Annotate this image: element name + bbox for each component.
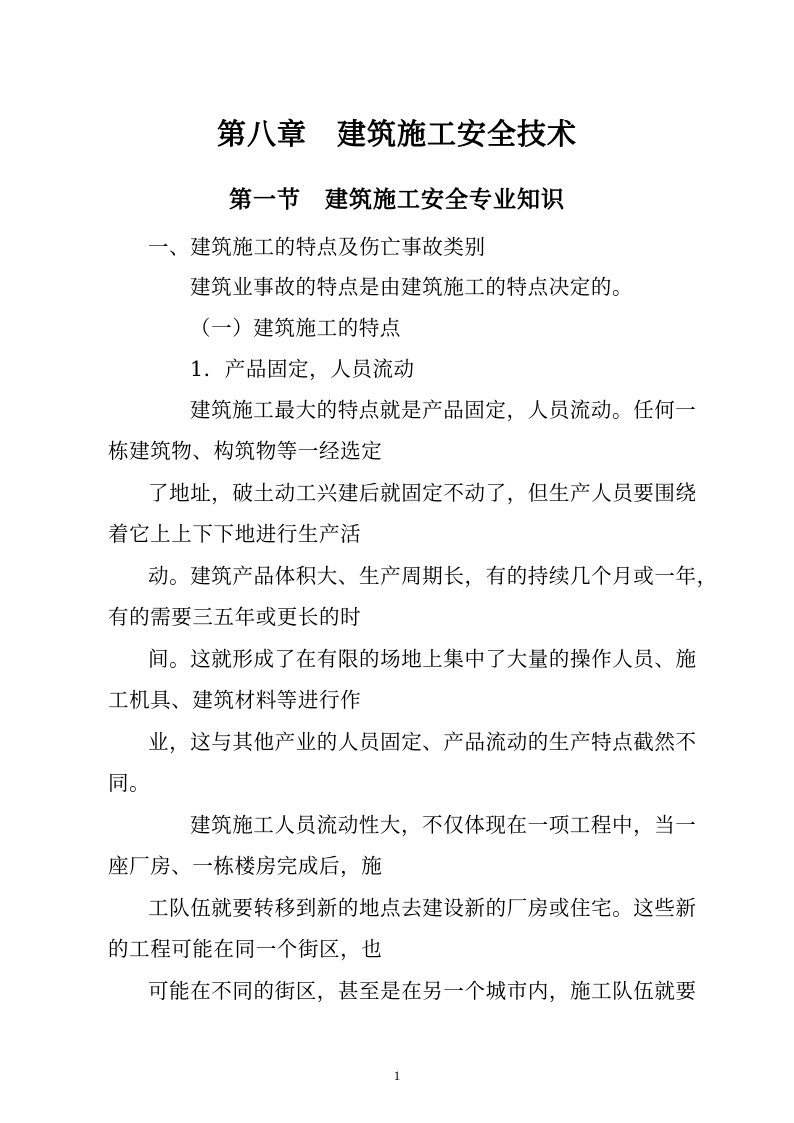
- paragraph-line: 业，这与其他产业的人员固定、产品流动的生产特点截然不: [148, 730, 697, 754]
- chapter-title: 第八章 建筑施工安全技术: [216, 117, 577, 151]
- paragraph-line: 建筑施工人员流动性大，不仅体现在一项工程中，当一: [190, 813, 697, 837]
- section-title: 第一节 建筑施工安全专业知识: [229, 186, 565, 213]
- page-number: 1: [393, 1068, 401, 1083]
- paragraph-line: 栋建筑物、构筑物等一经选定: [108, 439, 383, 463]
- paragraph-line: 建筑业事故的特点是由建筑施工的特点决定的。: [190, 275, 634, 299]
- paragraph-line: 座厂房、一栋楼房完成后，施: [108, 854, 383, 878]
- paragraph-line: 工队伍就要转移到新的地点去建设新的厂房或住宅。这些新: [148, 896, 697, 920]
- paragraph-line: 建筑施工最大的特点就是产品固定，人员流动。任何一: [190, 398, 697, 422]
- paragraph-line: 间。这就形成了在有限的场地上集中了大量的操作人员、施: [148, 647, 697, 671]
- paragraph-line: 同。: [108, 771, 151, 795]
- paragraph-line: 了地址，破土动工兴建后就固定不动了，但生产人员要围绕: [148, 481, 697, 505]
- paragraph-line: 可能在不同的街区，甚至是在另一个城市内，施工队伍就要: [148, 979, 697, 1003]
- paragraph-line: 动。建筑产品体积大、生产周期长，有的持续几个月或一年，: [148, 564, 718, 588]
- heading-level-2: （一）建筑施工的特点: [190, 316, 401, 340]
- paragraph-line: 的工程可能在同一个街区，也: [108, 937, 383, 961]
- heading-level-3: 1．产品固定，人员流动: [190, 357, 415, 381]
- heading-level-1: 一、建筑施工的特点及伤亡事故类别: [148, 235, 486, 259]
- paragraph-line: 着它上上下下地进行生产活: [108, 522, 362, 546]
- paragraph-line: 有的需要三五年或更长的时: [108, 605, 362, 629]
- paragraph-line: 工机具、建筑材料等进行作: [108, 688, 362, 712]
